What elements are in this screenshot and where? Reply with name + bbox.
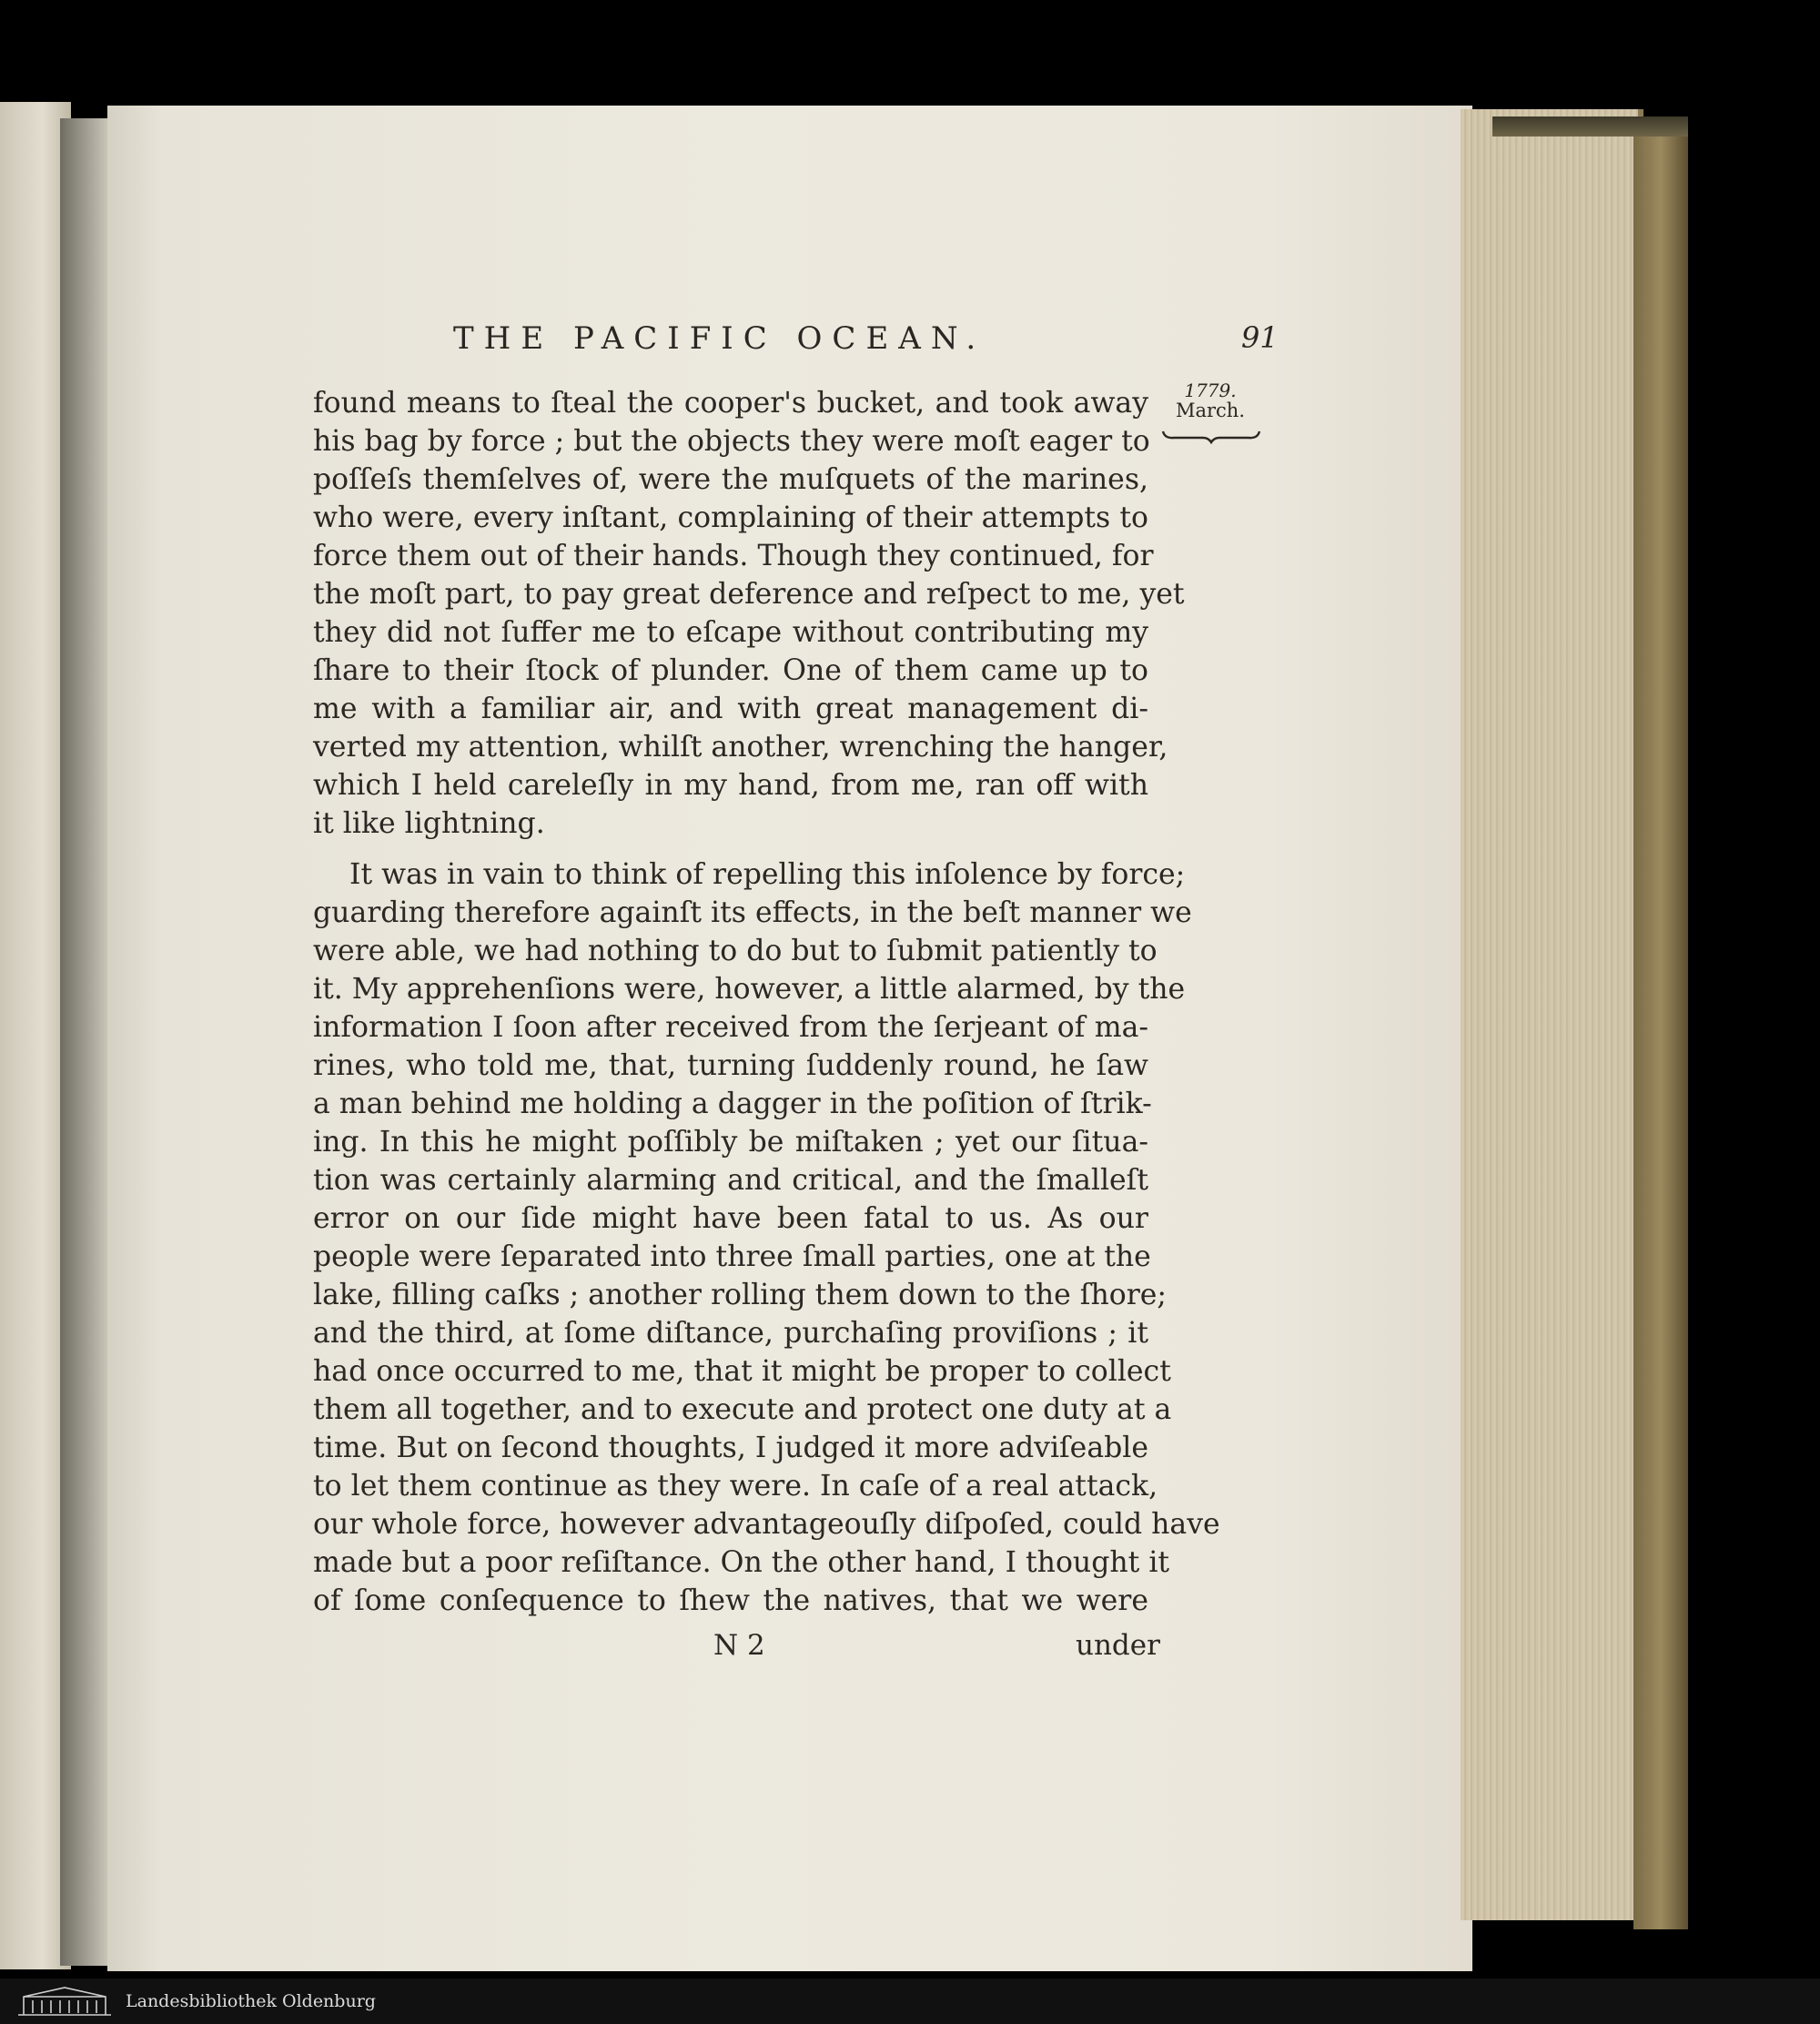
text-line: which I held careleſly in my hand, from me, ran off with <box>313 769 1148 802</box>
text-line: error on our ſide might have been fatal to us. As our <box>313 1202 1148 1235</box>
margin-note <box>1167 380 1254 420</box>
text-line: people were ſeparated into three ſmall parties, one at the <box>313 1240 1151 1273</box>
text-line: of ſome conſequence to ſhew the natives, that we were <box>313 1584 1148 1617</box>
text-line: to let them continue as they were. In caſe of a real attack, <box>313 1470 1158 1503</box>
text-line: it like lightning. <box>313 807 545 840</box>
paragraph-2 <box>313 855 1220 1620</box>
text-line: and the third, at ſome diſtance, purchaſing proviſions ; it <box>313 1317 1148 1350</box>
text-line: guarding therefore againſt its effects, in the beſt manner we <box>313 896 1192 929</box>
text-line: time. But on ſecond thoughts, I judged it more adviſeable <box>313 1432 1148 1464</box>
paragraph-gap <box>313 843 1148 855</box>
text-line: lake, filling caſks ; another rolling them down to the ſhore; <box>313 1279 1168 1311</box>
text-line: them all together, and to execute and protect one duty at a <box>313 1393 1172 1426</box>
page-block-edges <box>1461 109 1643 1920</box>
paragraph-1 <box>313 384 1185 843</box>
text-line: It was in vain to think of repelling this inſolence by force; <box>349 858 1186 891</box>
text-line: the moſt part, to pay great deference and reſpect to me, yet <box>313 578 1185 611</box>
page-number: 91 <box>1241 320 1279 355</box>
text-line: ing. In this he might poſſibly be miſtaken ; yet our ſitua- <box>313 1126 1148 1159</box>
text-line: were able, we had nothing to do but to ſubmit patiently to <box>313 935 1158 967</box>
catchword: under <box>1076 1629 1160 1662</box>
text-line: our whole force, however advantageouſly diſpoſed, could have <box>313 1508 1220 1541</box>
library-name: Landesbibliothek Oldenburg <box>126 1991 376 2011</box>
text-line: found means to ſteal the cooper's bucket, and took away <box>313 387 1148 420</box>
text-line: had once occurred to me, that it might be proper to collect <box>313 1355 1171 1388</box>
back-cover <box>1633 118 1688 1929</box>
margin-brace-ornament <box>1161 428 1261 444</box>
text-line: verted my attention, whilſt another, wrenching the hanger, <box>313 731 1168 764</box>
text-line: made but a poor reſiſtance. On the other hand, I thought it <box>313 1546 1170 1579</box>
margin-note-year: 1779. <box>1184 380 1237 401</box>
footer-bar <box>0 1978 1820 2024</box>
text-line: his bag by force ; but the objects they were moſt eager to <box>313 425 1150 458</box>
text-line: force them out of their hands. Though they continued, for <box>313 540 1154 572</box>
text-line: me with a familiar air, and with great management di- <box>313 693 1148 725</box>
text-line: tion was certainly alarming and critical, and the ſmalleſt <box>313 1164 1148 1197</box>
text-line: information I ſoon after received from the ſerjeant of ma- <box>313 1011 1148 1044</box>
headband <box>1492 116 1688 137</box>
text-line: a man behind me holding a dagger in the poſition of ſtrik- <box>313 1088 1152 1120</box>
book-gutter <box>60 118 115 1966</box>
margin-note-month: March. <box>1175 400 1246 421</box>
text-line: they did not ſuffer me to eſcape without contributing my <box>313 616 1148 649</box>
text-line: it. My apprehenſions were, however, a little alarmed, by the <box>313 973 1186 1006</box>
text-line: poſſeſs themſelves of, were the muſquets of the marines, <box>313 463 1148 496</box>
signature-mark: N 2 <box>713 1629 765 1662</box>
text-line: rines, who told me, that, turning ſuddenly round, he ſaw <box>313 1049 1148 1082</box>
text-line: who were, every inſtant, complaining of their attempts to <box>313 501 1148 534</box>
text-line: ſhare to their ſtock of plunder. One of them came up to <box>313 654 1148 687</box>
library-building-icon <box>15 1984 115 2019</box>
running-head-title: THE PACIFIC OCEAN. <box>453 320 986 357</box>
